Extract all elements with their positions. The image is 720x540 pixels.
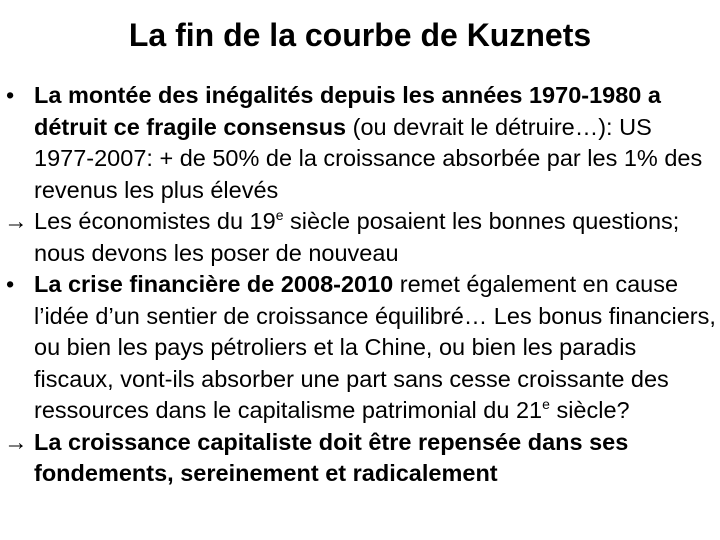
slide-body xyxy=(0,80,720,490)
bullet-marker: • xyxy=(6,82,15,108)
bullet-text: (ou devrait le détruire…): US 1977-2007: + de 50% de la croissance absorbée par les 1% des revenus les plus élevés xyxy=(34,113,703,203)
arrow-text-post: siècle posaient les bonnes questions; nous devons les poser de nouveau xyxy=(34,208,680,266)
arrow-item-economists xyxy=(0,206,720,269)
bullet-text-pre: remet également en cause l’idée d’un sentier de croissance équilibré… Les bonus financiers, ou bien les pays pétroliers et la Chine, ou bien les paradis fiscaux, vont-ils absorber une part sans cesse croissante des ressources dans le capitalisme patrimonial du 21 xyxy=(34,271,716,423)
bullet-marker: • xyxy=(6,271,15,297)
bullet-bold-text: La montée des inégalités depuis les années 1970-1980 a détruit ce fragile consensus xyxy=(34,82,661,140)
arrow-text-pre: Les économistes du 19 xyxy=(34,208,276,234)
arrow-marker: → xyxy=(4,208,28,234)
bullet-item-inequality xyxy=(0,80,720,206)
bullet-item-financial-crisis xyxy=(0,269,720,427)
arrow-marker: → xyxy=(4,428,28,455)
arrow-item-conclusion xyxy=(0,427,720,490)
arrow-bold-text: La croissance capitaliste doit être repensée dans ses fondements, sereinement et radicalement xyxy=(34,428,629,486)
superscript-e: e xyxy=(542,396,550,412)
bullet-bold-text: La crise financière de 2008-2010 xyxy=(34,271,394,297)
bullet-text-post: siècle? xyxy=(549,397,630,423)
slide-title: La fin de la courbe de Kuznets xyxy=(128,17,592,53)
superscript-e: e xyxy=(275,207,284,223)
